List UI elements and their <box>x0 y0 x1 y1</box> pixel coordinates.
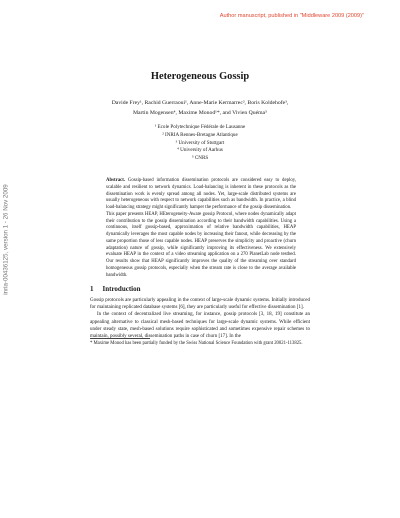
affiliation-5: ⁵ CNRS <box>191 155 209 162</box>
section-title: Introduction <box>102 285 141 293</box>
abstract <box>106 178 296 279</box>
footnote: * Maxime Monod has been partially funded by the Swiss National Science Foundation with grant 20021-113825. <box>90 341 303 346</box>
authors-line-1: Davide Frey¹, Rachid Guerraoui¹, Anne-Marie Kermarrec², Boris Koldehofe³, <box>111 100 289 106</box>
affiliation-4: ⁴ University of Aarhus <box>177 147 223 154</box>
affiliation-2: ² INRIA Rennes-Bretagne Atlantique <box>162 131 238 138</box>
section-number: 1 <box>90 285 94 293</box>
authors-line-2: Martin Mogensen⁴, Maxime Monod¹*, and Vivien Quéma⁵ <box>132 110 268 116</box>
abstract-paragraph-1 <box>106 178 296 212</box>
abstract-label: Abstract. <box>106 178 126 183</box>
author-list <box>80 98 320 118</box>
abstract-paragraph-2: This paper presents HEAP, HEterogeneity-Aware gossip Protocol, where nodes dynamically adapt their contribution to the gossip dissemination according to their bandwidth capabilities. Using a continuous, itself gossip-based, approximation of relative bandwidth capabilities, HEAP dynamically leverages the most capable nodes by increasing their fanout, while decreasing by the same proportion those of less capable nodes. HEAP preserves the simplicity and proactive (churn adaptation) nature of gossip, while significantly improving its effectiveness. We extensively evaluate HEAP in the context of a video streaming application on a 270 PlanetLab node testbed. Our results show that HEAP significantly improves the quality of the streaming over standard homogeneous gossip protocols, especially when the stream rate is close to the average available bandwidth. <box>106 211 296 278</box>
paper-title: Heterogeneous Gossip <box>150 71 250 82</box>
section-heading <box>90 285 141 293</box>
intro-paragraph-1: Gossip protocols are particularly appealing in the context of large-scale dynamic systems. Initially introduced for maintaining replicated database systems [6], they are particularly useful for effective dissemination [1]. <box>90 298 310 311</box>
abstract-text-1: Gossip-based information dissemination protocols are considered easy to deploy, scalable and resilient to network dynamics. Load-balancing is inherent in these protocols as the dissemination work is evenly spread among all nodes. Yet, large-scale distributed systems are usually heterogeneous with respect to network capabilities such as bandwidth. In practice, a blind load-balancing strategy might significantly hamper the performance of the gossip dissemination. <box>106 178 296 210</box>
intro-paragraph-2: In the context of decentralized live streaming, for instance, gossip protocols [3, 18, 19] constitute an appealing alternative to classical mesh-based techniques for large-scale dynamic systems. While efficient under steady state, mesh-based solutions require sophisticated and sometimes expensive repair schemes to maintain, possibly several, dissemination paths in case of churn [17]. In the <box>90 312 310 340</box>
affiliation-list <box>120 124 280 163</box>
introduction-body <box>90 297 310 340</box>
arxiv-identifier: inria-00436125, version 1 - 26 Nov 2009 <box>2 184 10 295</box>
affiliation-3: ³ University of Stuttgart <box>175 139 225 146</box>
affiliation-1: ¹ Ecole Polytechnique Fédérale de Lausanne <box>154 124 246 130</box>
footnote-rule <box>90 338 150 339</box>
publication-note: Author manuscript, published in "Middleware 2009 (2009)" <box>219 13 364 19</box>
